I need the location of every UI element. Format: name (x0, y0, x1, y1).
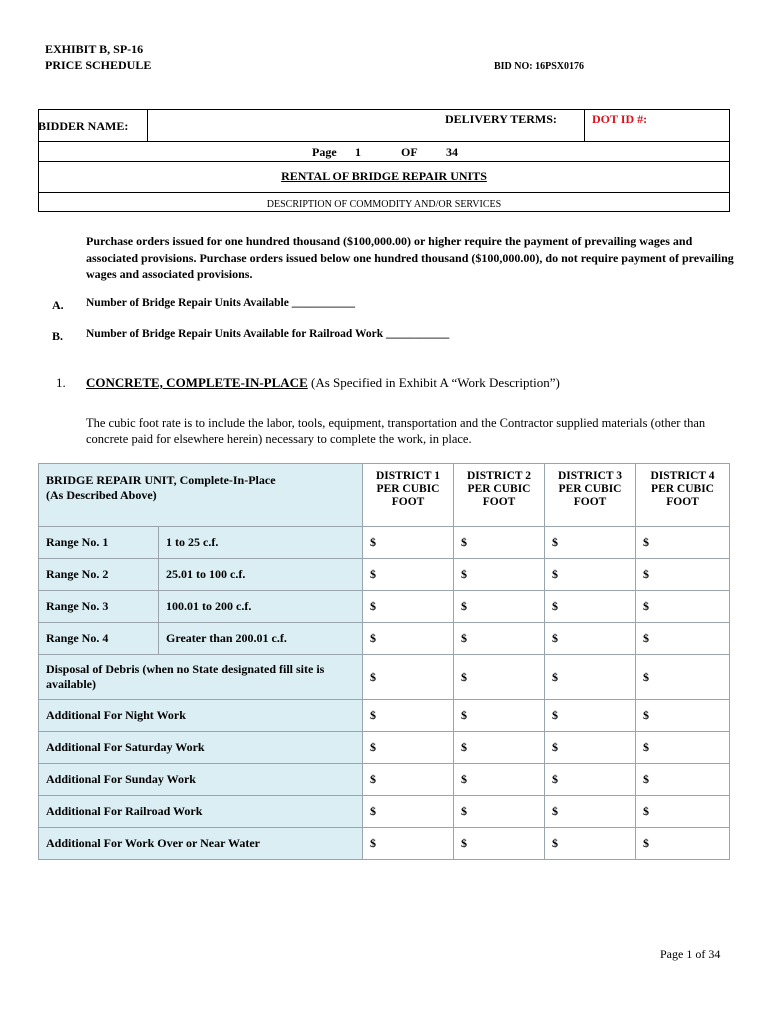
item-a-text: Number of Bridge Repair Units Available ___________ (86, 297, 355, 309)
price-input[interactable]: $ (545, 700, 636, 732)
range-label: Range No. 4 (39, 623, 159, 655)
price-input[interactable]: $ (363, 700, 454, 732)
table-row (39, 655, 730, 700)
price-input[interactable]: $ (636, 559, 730, 591)
extra-label: Additional For Sunday Work (39, 764, 363, 796)
table-row (39, 764, 730, 796)
district-3-header: DISTRICT 3 PER CUBIC FOOT (545, 464, 636, 527)
section-number: 1. (56, 375, 66, 390)
bidder-name-field[interactable] (148, 110, 436, 141)
of-word: OF (401, 145, 418, 159)
item-a-marker: A. (52, 298, 64, 312)
item-b-marker: B. (52, 329, 64, 343)
bid-number: BID NO: 16PSX0176 (494, 61, 585, 72)
price-input[interactable]: $ (454, 559, 545, 591)
price-input[interactable]: $ (454, 655, 545, 700)
price-input[interactable]: $ (363, 732, 454, 764)
price-input[interactable]: $ (545, 796, 636, 828)
unit-header-line1: BRIDGE REPAIR UNIT, Complete-In-Place (46, 473, 276, 487)
price-input[interactable]: $ (454, 828, 545, 860)
extra-label: Additional For Work Over or Near Water (39, 828, 363, 860)
section-heading (86, 375, 560, 391)
price-input[interactable]: $ (545, 527, 636, 559)
unit-header-line2: (As Described Above) (46, 488, 157, 502)
price-input[interactable]: $ (636, 591, 730, 623)
price-input[interactable]: $ (545, 732, 636, 764)
district-1-header: DISTRICT 1 PER CUBIC FOOT (363, 464, 454, 527)
table-row (39, 591, 730, 623)
price-input[interactable]: $ (454, 700, 545, 732)
range-value: 1 to 25 c.f. (159, 527, 363, 559)
price-input[interactable]: $ (636, 764, 730, 796)
district-2-header: DISTRICT 2 PER CUBIC FOOT (454, 464, 545, 527)
price-input[interactable]: $ (363, 796, 454, 828)
page-footer: Page 1 of 34 (660, 947, 721, 961)
table-row (39, 623, 730, 655)
table-row (39, 828, 730, 860)
district-4-header: DISTRICT 4 PER CUBIC FOOT (636, 464, 730, 527)
schedule-label: PRICE SCHEDULE (45, 58, 152, 72)
range-value: 100.01 to 200 c.f. (159, 591, 363, 623)
delivery-terms-label: DELIVERY TERMS: (445, 112, 557, 126)
price-input[interactable]: $ (363, 828, 454, 860)
price-input[interactable]: $ (636, 527, 730, 559)
price-input[interactable]: $ (363, 764, 454, 796)
section-body: The cubic foot rate is to include the labor, tools, equipment, transportation and the Contractor supplied materials (other than concrete paid for elsewhere herein) necessary to complete the work, in place. (86, 416, 706, 446)
page-total: 34 (446, 145, 458, 159)
price-input[interactable]: $ (454, 591, 545, 623)
price-table (38, 463, 730, 860)
price-input[interactable]: $ (636, 623, 730, 655)
section-title-note: (As Specified in Exhibit A “Work Description”) (307, 375, 560, 390)
price-input[interactable]: $ (636, 796, 730, 828)
section-title: CONCRETE, COMPLETE-IN-PLACE (86, 375, 308, 390)
price-input[interactable]: $ (545, 655, 636, 700)
table-row (39, 732, 730, 764)
price-input[interactable]: $ (454, 732, 545, 764)
price-input[interactable]: $ (545, 623, 636, 655)
price-input[interactable]: $ (545, 591, 636, 623)
range-label: Range No. 1 (39, 527, 159, 559)
price-input[interactable]: $ (636, 828, 730, 860)
extra-label: Additional For Railroad Work (39, 796, 363, 828)
price-input[interactable]: $ (545, 559, 636, 591)
form-title: RENTAL OF BRIDGE REPAIR UNITS (281, 169, 487, 183)
page-number: 1 (355, 145, 361, 159)
price-input[interactable]: $ (363, 655, 454, 700)
price-input[interactable]: $ (545, 828, 636, 860)
dot-id-label: DOT ID #: (592, 112, 648, 126)
price-input[interactable]: $ (363, 559, 454, 591)
price-input[interactable]: $ (636, 700, 730, 732)
table-row (39, 796, 730, 828)
page-word: Page (312, 145, 337, 159)
table-header-row (39, 464, 730, 527)
price-input[interactable]: $ (636, 732, 730, 764)
price-input[interactable]: $ (454, 764, 545, 796)
extra-label: Additional For Night Work (39, 700, 363, 732)
table-row (39, 559, 730, 591)
price-input[interactable]: $ (454, 623, 545, 655)
extra-label: Disposal of Debris (when no State designated fill site is available) (39, 655, 363, 700)
range-label: Range No. 2 (39, 559, 159, 591)
table-row (39, 527, 730, 559)
price-input[interactable]: $ (363, 527, 454, 559)
item-b-text: Number of Bridge Repair Units Available for Railroad Work ___________ (86, 328, 450, 340)
range-label: Range No. 3 (39, 591, 159, 623)
price-input[interactable]: $ (363, 623, 454, 655)
price-input[interactable]: $ (363, 591, 454, 623)
price-input[interactable]: $ (636, 655, 730, 700)
bidder-name-label: BIDDER NAME: (38, 119, 129, 133)
unit-header-cell (39, 464, 363, 527)
form-description: DESCRIPTION OF COMMODITY AND/OR SERVICES (266, 199, 502, 210)
extra-label: Additional For Saturday Work (39, 732, 363, 764)
price-input[interactable]: $ (454, 796, 545, 828)
exhibit-label: EXHIBIT B, SP-16 (45, 42, 144, 56)
table-row (39, 700, 730, 732)
document-header (45, 41, 151, 73)
prevailing-wage-notice: Purchase orders issued for one hundred thousand ($100,000.00) or higher require the payment of prevailing wages and associated provisions. Purchase orders issued below one hundred thousand ($100,000.00), do not require payment of prevailing wages and associated provisions. (86, 234, 734, 281)
range-value: 25.01 to 100 c.f. (159, 559, 363, 591)
price-input[interactable]: $ (545, 764, 636, 796)
range-value: Greater than 200.01 c.f. (159, 623, 363, 655)
price-input[interactable]: $ (454, 527, 545, 559)
